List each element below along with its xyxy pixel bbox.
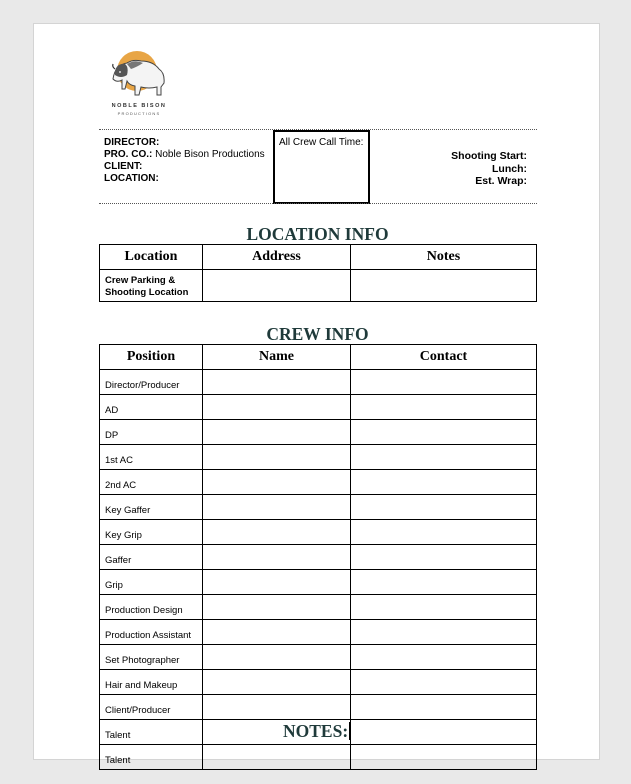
logo-subtitle: PRODUCTIONS (117, 111, 161, 116)
table-row (100, 670, 537, 695)
production-info (104, 137, 265, 185)
position-label: Production Assistant (100, 620, 203, 645)
table-row (100, 520, 537, 545)
contact-cell[interactable] (351, 470, 537, 495)
contact-cell[interactable] (351, 545, 537, 570)
contact-cell[interactable] (351, 520, 537, 545)
contact-cell[interactable] (351, 745, 537, 770)
position-label: Client/Producer (100, 695, 203, 720)
position-label: Gaffer (100, 545, 203, 570)
table-row (100, 370, 537, 395)
location-label-line2: Shooting Location (105, 286, 189, 298)
position-label: Grip (100, 570, 203, 595)
notes-column-header: Notes (351, 245, 537, 270)
position-label: 2nd AC (100, 470, 203, 495)
shooting-start-label: Shooting Start: (451, 150, 527, 162)
crew-table (99, 344, 537, 770)
document-page (33, 23, 600, 766)
name-cell[interactable] (203, 495, 351, 520)
contact-cell[interactable] (351, 395, 537, 420)
call-time-label: All Crew Call Time: (279, 137, 364, 148)
table-row (100, 570, 537, 595)
position-label: Director/Producer (100, 370, 203, 395)
name-cell[interactable] (203, 420, 351, 445)
table-row (100, 645, 537, 670)
position-label: DP (100, 420, 203, 445)
location-label: LOCATION: (104, 173, 159, 184)
name-cell[interactable] (203, 670, 351, 695)
proco-label: PRO. CO.: (104, 149, 153, 160)
name-column-header: Name (203, 345, 351, 370)
contact-cell[interactable] (351, 370, 537, 395)
table-row (100, 695, 537, 720)
bison-logo-icon (107, 49, 171, 103)
name-cell[interactable] (203, 470, 351, 495)
schedule-info (451, 150, 527, 188)
contact-cell[interactable] (351, 420, 537, 445)
company-logo (107, 49, 171, 125)
contact-cell[interactable] (351, 695, 537, 720)
client-label: CLIENT: (104, 161, 143, 172)
logo-name: NOBLE BISON (111, 103, 167, 109)
text-cursor (349, 722, 350, 740)
table-row (100, 470, 537, 495)
name-cell[interactable] (203, 570, 351, 595)
lunch-label: Lunch: (492, 162, 527, 175)
location-row (100, 270, 537, 302)
crew-info-title: CREW INFO (266, 324, 369, 344)
position-label: Key Gaffer (100, 495, 203, 520)
location-column-header: Location (100, 245, 203, 270)
table-row (100, 395, 537, 420)
position-label: Talent (100, 745, 203, 770)
contact-cell[interactable] (351, 445, 537, 470)
table-row (100, 745, 537, 770)
position-label: AD (100, 395, 203, 420)
table-row (100, 595, 537, 620)
location-table (99, 244, 537, 302)
position-label: 1st AC (100, 445, 203, 470)
position-label: Key Grip (100, 520, 203, 545)
position-column-header: Position (100, 345, 203, 370)
name-cell[interactable] (203, 545, 351, 570)
name-cell[interactable] (203, 445, 351, 470)
proco-value: Noble Bison Productions (155, 149, 265, 160)
notes-heading (283, 721, 350, 742)
location-label-line1: Crew Parking & (105, 274, 176, 286)
notes-cell[interactable] (351, 270, 537, 302)
table-row (100, 545, 537, 570)
contact-cell[interactable] (351, 595, 537, 620)
position-label: Hair and Makeup (100, 670, 203, 695)
table-row (100, 445, 537, 470)
contact-cell[interactable] (351, 570, 537, 595)
call-time-box[interactable] (273, 130, 370, 204)
name-cell[interactable] (203, 395, 351, 420)
table-row (100, 420, 537, 445)
director-label: DIRECTOR: (104, 137, 160, 148)
position-label: Production Design (100, 595, 203, 620)
name-cell[interactable] (203, 370, 351, 395)
name-cell[interactable] (203, 695, 351, 720)
position-label: Set Photographer (100, 645, 203, 670)
name-cell[interactable] (203, 620, 351, 645)
contact-cell[interactable] (351, 720, 537, 745)
contact-cell[interactable] (351, 620, 537, 645)
table-row (100, 495, 537, 520)
contact-column-header: Contact (351, 345, 537, 370)
address-cell[interactable] (203, 270, 351, 302)
name-cell[interactable] (203, 745, 351, 770)
name-cell[interactable] (203, 520, 351, 545)
contact-cell[interactable] (351, 495, 537, 520)
wrap-label: Est. Wrap: (475, 175, 527, 187)
address-column-header: Address (203, 245, 351, 270)
name-cell[interactable] (203, 645, 351, 670)
position-label: Talent (100, 720, 203, 745)
location-row-label (100, 270, 203, 302)
name-cell[interactable] (203, 595, 351, 620)
notes-title: NOTES: (283, 721, 349, 741)
contact-cell[interactable] (351, 645, 537, 670)
bottom-divider (99, 203, 537, 204)
table-row (100, 620, 537, 645)
contact-cell[interactable] (351, 670, 537, 695)
location-info-title: LOCATION INFO (246, 224, 389, 244)
